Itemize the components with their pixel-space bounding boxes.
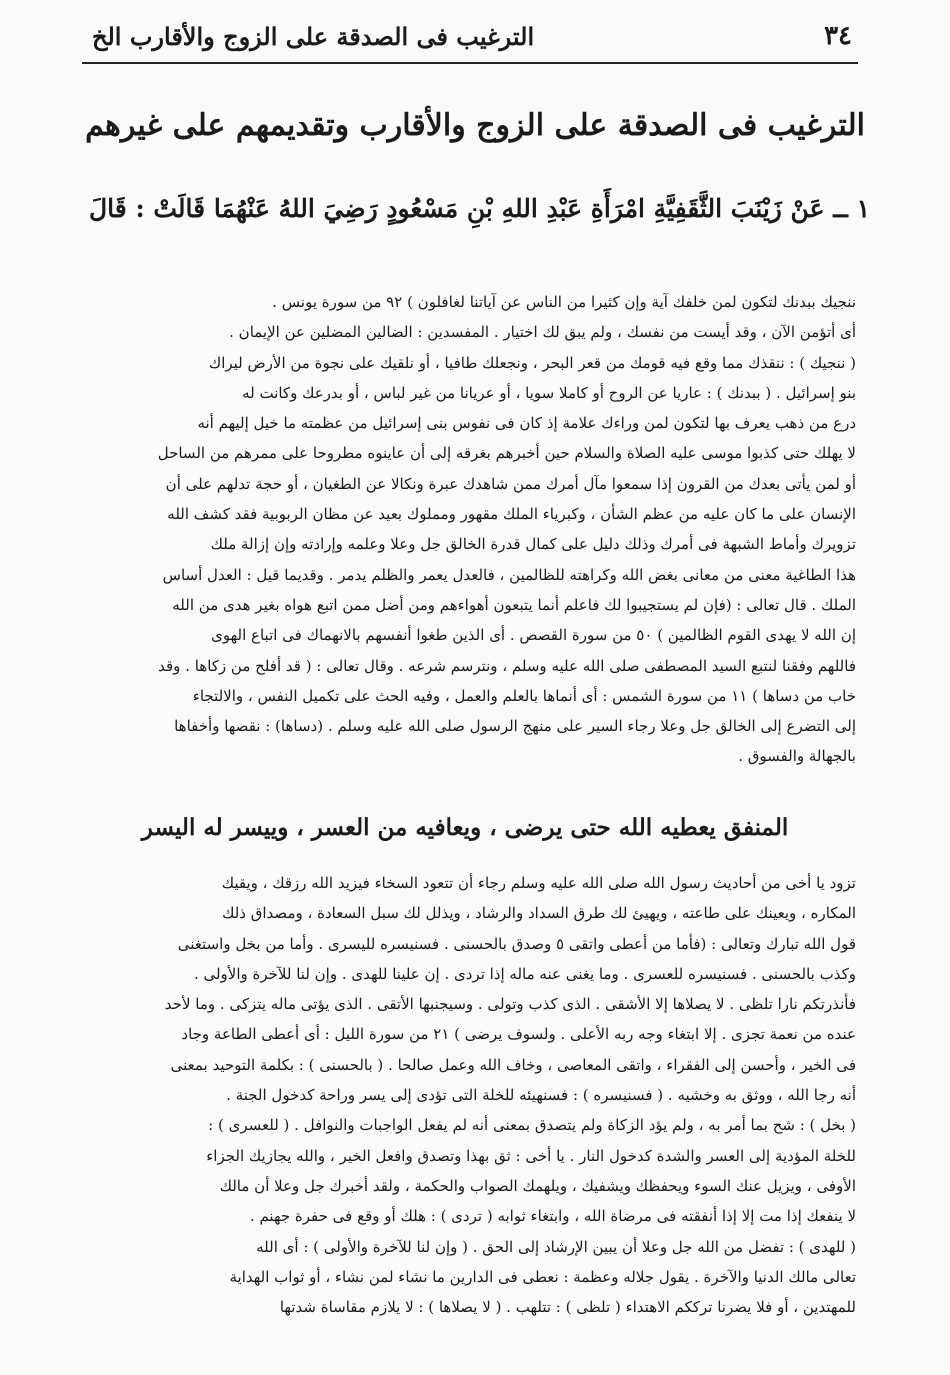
text-line: هذا الطاغية معنى من معانى بغض الله وكراهته للظالمين ، فالعدل يعمر والظلم يدمر . وقديما قيل : العدل أساس — [162, 565, 856, 584]
text-line: المكاره ، ويعينك على طاعته ، ويهيئ لك طرق السداد والرشاد ، ويذلل لك سبل السعادة ، ومصداق ذلك — [222, 904, 856, 923]
text-line: فأنذرتكم نارا تلظى . لا يصلاها إلا الأشقى . الذى كذب وتولى . وسيجنبها الأتقى . الذى يؤتى ماله يتزكى . وما لأحد — [164, 995, 856, 1014]
text-line: بنو إسرائيل . ( ببدنك ) : عاريا عن الروح أو كاملا سويا ، أو عريانا من غير لباس ، أو بدرعك وكانت له — [242, 383, 856, 402]
text-line: أى أتؤمن الآن ، وقد أيست من نفسك ، ولم يبق لك اختيار . المفسدين : الضالين المضلين عن الإيمان . — [229, 323, 856, 342]
text-line: إن الله لا يهدى القوم الظالمين ) ٥٠ من سورة القصص . أى الذين طغوا أنفسهم بالانهماك فى اتباع الهوى — [211, 626, 856, 645]
text-line: لا ينفعك إذا مت إلا إذا أنفقته فى مرضاة الله ، وابتغاء ثوابه ( تردى ) : هلك أو وقع فى حفرة جهنم . — [249, 1207, 856, 1226]
section-heading: المنفق يعطيه الله حتى يرضى ، ويعافيه من العسر ، وييسر له اليسر — [141, 814, 789, 841]
text-line: الأوفى ، ويزيل عنك السوء ويحفظك ويشفيك ، ويلهمك الصواب والحكمة ، ولقد أخبرك جل وعلا أن مالك — [219, 1176, 856, 1195]
text-line: عنده من نعمة تجزى . إلا ابتغاء وجه ربه الأعلى . ولسوف يرضى ) ٢١ من سورة الليل : أى أعطى الطاعة وجاد — [181, 1025, 856, 1044]
text-line: بالجهالة والفسوق . — [738, 747, 856, 766]
text-line: تزويرك وأماط الشبهة فى أمرك وذلك دليل على كمال قدرة الخالق جل وعلا وعلمه وإرادته وإن إزالة ملك — [210, 535, 856, 554]
hadith-opening: ١ ــ عَنْ زَيْنَبَ الثَّقَفِيَّةِ امْرَأَةِ عَبْدِ اللهِ بْنِ مَسْعُودٍ رَضِيَ اللهُ عَنْهُمَا قَالَتْ : قَالَ — [89, 194, 870, 223]
text-line: تزود يا أخى من أحاديث رسول الله صلى الله عليه وسلم رجاء أن تتعود السخاء فيزيد الله رزقك ، ويقيك — [221, 874, 856, 892]
text-line: خاب من دساها ) ١١ من سورة الشمس : أى أنماها بالعلم والعمل ، وفيه الحث على تكميل النفس ، والالتجاء — [192, 686, 856, 705]
text-line: للخلة المؤدية إلى العسر والشدة كدخول النار . يا أخى : ثق بهذا وتصدق وافعل الخير ، والله يجازيك الجزاء — [206, 1146, 856, 1165]
text-line: ( ننجيك ) : ننقذك مما وقع فيه قومك من قعر البحر ، ونجعلك طافيا ، أو نلقيك على نجوة من الأرض ليراك — [208, 353, 856, 372]
page-number: ٣٤ — [824, 21, 852, 51]
text-line: قول الله تبارك وتعالى : (فأما من أعطى واتقى ٥ وصدق بالحسنى . فسنيسره لليسرى . وأما من بخل واستغنى — [177, 934, 856, 953]
text-line: إلى التضرع إلى الخالق جل وعلا رجاء السير على منهج الرسول صلى الله عليه وسلم . (دساها) : نقصها وأخفاها — [174, 717, 856, 736]
text-line: فى الخير ، وأحسن إلى الفقراء ، واتقى المعاصى ، وخاف الله وعمل صالحا . ( بالحسنى ) : بكلمة التوحيد بمعنى — [170, 1055, 856, 1074]
commentary-block — [94, 287, 856, 772]
text-line: الملك . قال تعالى : (فإن لم يستجيبوا لك فاعلم أنما يتبعون أهواءهم ومن أضل ممن اتبع هواه بغير هدى من الله — [172, 595, 856, 614]
text-line: لا يهلك حتى كذبوا موسى عليه الصلاة والسلام حين أخبرهم بغرقه إلى أن عاينوه مطروحا على ممرهم من الساحل — [157, 444, 856, 463]
text-line: الإنسان على ما كان عليه من عظم الشأن ، وكبرياء الملك مقهور ومملوك بعيد عن مظان الربوبية فقد كشف الله — [167, 505, 856, 524]
section-body — [94, 868, 856, 1322]
text-line: ( للهدى ) : تفضل من الله جل وعلا أن يبين الإرشاد إلى الحق . ( وإن لنا للآخرة والأولى ) : أى الله — [256, 1237, 856, 1256]
text-line: للمهتدين ، أو فلا يضرنا ترككم الاهتداء ( تلظى ) : تتلهب . ( لا يصلاها ) : لا يلازم مقاساة شدتها — [279, 1298, 856, 1317]
text-line: وكذب بالحسنى . فسنيسره للعسرى . وما يغنى عنه ماله إذا تردى . إن علينا للهدى . وإن لنا للآخرة والأولى . — [193, 964, 856, 983]
text-line: درع من ذهب يعرف بها لتكون لمن وراءك علامة إذ كان فى نفوس بنى إسرائيل من عظمته ما خيل إليهم أنه — [197, 414, 856, 433]
text-line: ( بخل ) : شح بما أمر به ، ولم يؤد الزكاة ولم يتصدق بمعنى أنه لم يفعل الواجبات والنوافل . ( للعسرى ) : — [208, 1116, 856, 1135]
running-title: الترغيب فى الصدقة على الزوج والأقارب الخ — [92, 21, 535, 51]
chapter-title: الترغيب فى الصدقة على الزوج والأقارب وتقديمهم على غيرهم — [85, 108, 865, 143]
text-line: تعالى مالك الدنيا والآخرة . يقول جلاله وعظمة : نعطى فى الدارين ما نشاء لمن نشاء ، أو ثواب الهداية — [229, 1267, 856, 1286]
text-line: أو لمن يأتى بعدك من القرون إذا سمعوا مآل أمرك ممن شاهدك عبرة ونكالا عن الطغيان ، أو حجة تدلهم على أن — [165, 474, 856, 493]
text-line: ننجيك ببدنك لتكون لمن خلفك آية وإن كثيرا من الناس عن آياتنا لغافلون ) ٩٢ من سورة يونس . — [272, 293, 856, 311]
text-line: أنه رجا الله ، ووثق به وخشيه . ( فسنيسره ) : فسنهيئه للخلة التى تؤدى إلى يسر وراحة كدخول الجنة . — [226, 1086, 856, 1105]
text-line: فاللهم وفقنا لنتبع السيد المصطفى صلى الله عليه وسلم ، ونترسم شرعه . وقال تعالى : ( قد أفلح من زكاها . وقد — [158, 656, 856, 675]
running-header — [82, 10, 858, 64]
